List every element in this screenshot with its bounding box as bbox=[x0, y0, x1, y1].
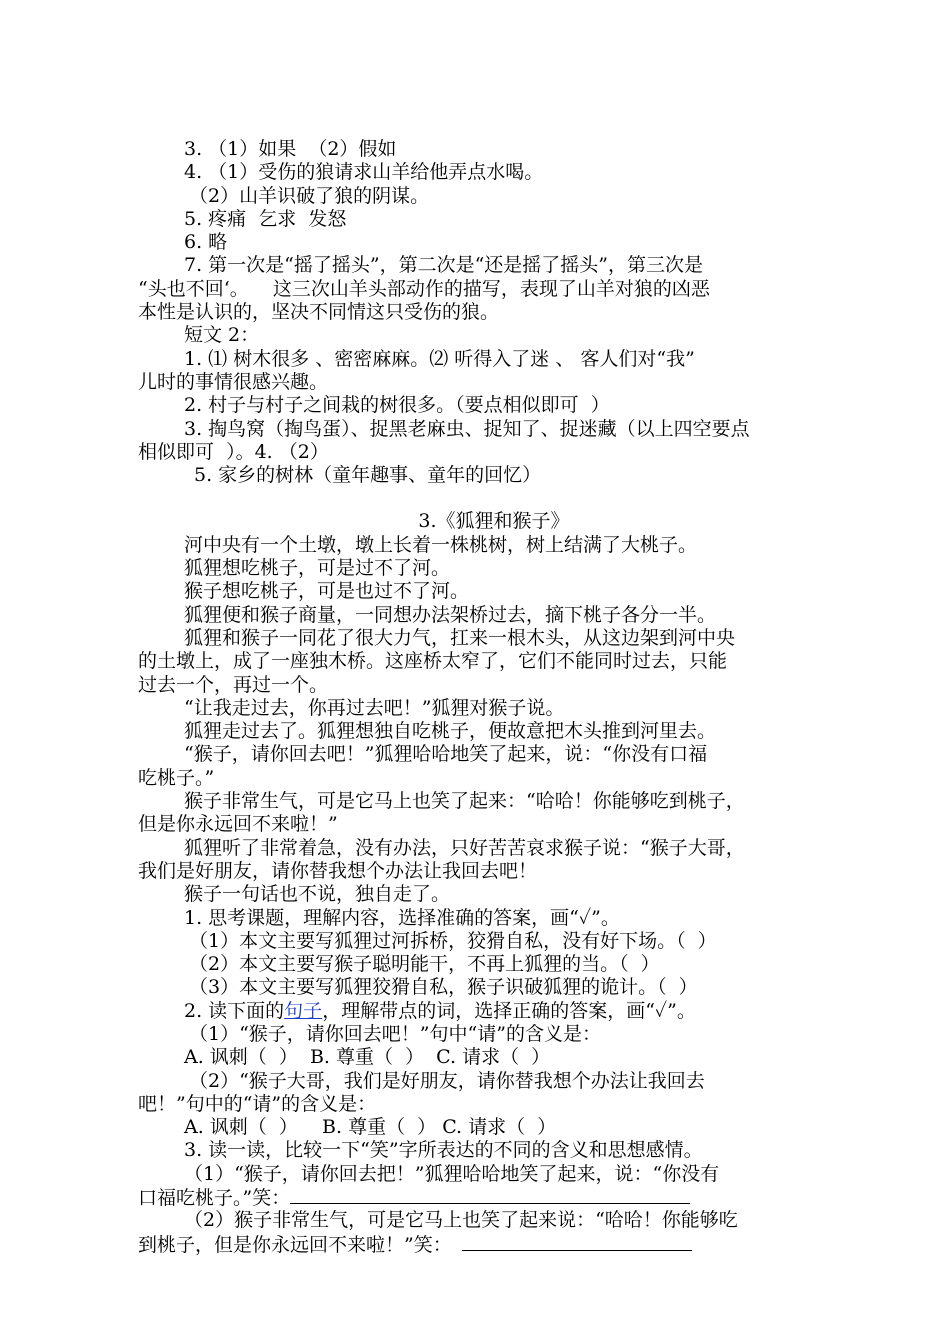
section-heading: 短文 2： bbox=[184, 324, 260, 347]
question-3-text: 到桃子，但是你永远回不来啦！”笑： bbox=[138, 1233, 452, 1256]
question-2-choices: A. 讽刺（ ） B. 尊重（ ） C. 请求（ ） bbox=[184, 1046, 551, 1069]
answer-line: 1. ⑴ 树木很多 、密密麻麻。⑵ 听得入了迷 、 客人们对“我” bbox=[184, 347, 695, 370]
story-line: 我们是好朋友，请你替我想个办法让我回去吧！ bbox=[138, 859, 538, 882]
story-line: 吃桃子。” bbox=[138, 766, 215, 789]
question-2-choices: A. 讽刺（ ） B. 尊重（ ） C. 请求（ ） bbox=[184, 1116, 557, 1139]
question-2-item: 吧！”句中的“请”的含义是： bbox=[138, 1092, 377, 1115]
answer-blank[interactable] bbox=[290, 1186, 690, 1204]
answer-line: 5. 疼痛 乞求 发怒 bbox=[184, 207, 347, 230]
question-3-item: （1）“猴子，请你回去把！”狐狸哈哈地笑了起来，说：“你没有 bbox=[184, 1162, 720, 1185]
question-3-item: （2）猴子非常生气，可是它马上也笑了起来说：“哈哈！你能够吃 bbox=[184, 1209, 738, 1232]
question-2-text: ，理解带点的词，选择正确的答案，画“✓”。 bbox=[322, 999, 696, 1022]
question-1-option: （2）本文主要写猴子聪明能干，不再上狐狸的当。（ ） bbox=[189, 953, 660, 976]
story-line: 狐狸便和猴子商量，一同想办法架桥过去，摘下桃子各分一半。 bbox=[184, 603, 717, 626]
question-2 bbox=[138, 1000, 850, 1023]
question-3-text: 口福吃桃子。”笑： bbox=[138, 1187, 291, 1210]
answer-line: 5. 家乡的树林（童年趣事、童年的回忆） bbox=[194, 464, 542, 487]
story-line: 狐狸和猴子一同花了很大力气，扛来一根木头，从这边架到河中央 bbox=[184, 626, 736, 649]
story-line: 猴子一句话也不说，独自走了。 bbox=[184, 883, 451, 906]
answer-line: （2）山羊识破了狼的阴谋。 bbox=[189, 184, 430, 207]
answer-line: 3. （1）如果 （2）假如 bbox=[184, 138, 397, 160]
story-line: 猴子非常生气，可是它马上也笑了起来：“哈哈！你能够吃到桃子， bbox=[184, 790, 745, 813]
story-title: 3.《狐狸和猴子》 bbox=[418, 510, 570, 533]
answer-line: 3. 掏鸟窝（掏鸟蛋）、捉黑老麻虫、捉知了、捉迷藏（以上四空要点 bbox=[184, 417, 750, 440]
question-2-text: 2. 读下面的 bbox=[184, 999, 285, 1022]
question-2-item: （1）“猴子，请你回去吧！”句中“请”的含义是： bbox=[189, 1022, 601, 1045]
story-line: 的土墩上，成了一座独木桥。这座桥太窄了，它们不能同时过去，只能 bbox=[138, 650, 728, 673]
question-3: 3. 读一读，比较一下“笑”字所表达的不同的含义和思想感情。 bbox=[184, 1139, 703, 1162]
answer-line: 6. 略 bbox=[184, 231, 228, 254]
story-line: 猴子想吃桃子，可是也过不了河。 bbox=[184, 580, 470, 603]
answer-line: 儿时的事情很感兴趣。 bbox=[138, 370, 329, 393]
answer-line: 本性是认识的，坚决不同情这只受伤的狼。 bbox=[138, 301, 500, 324]
story-line: 狐狸听了非常着急，没有办法，只好苦苦哀求猴子说：“猴子大哥， bbox=[184, 836, 745, 859]
question-1: 1. 思考课题，理解内容，选择准确的答案，画“✓”。 bbox=[184, 906, 620, 929]
story-line: 狐狸想吃桃子，可是过不了河。 bbox=[184, 557, 451, 580]
story-line: “让我走过去，你再过去吧！”狐狸对猴子说。 bbox=[184, 696, 565, 719]
story-line: 河中央有一个土墩，墩上长着一株桃树，树上结满了大桃子。 bbox=[184, 533, 698, 556]
story-line: “猴子，请你回去吧！”狐狸哈哈地笑了起来，说：“你没有口福 bbox=[184, 743, 708, 766]
question-2-item: （2）“猴子大哥，我们是好朋友，请你替我想个办法让我回去 bbox=[189, 1069, 705, 1092]
story-line: 狐狸走过去了。狐狸想独自吃桃子，便故意把木头推到河里去。 bbox=[184, 720, 717, 743]
answer-blank[interactable] bbox=[462, 1233, 692, 1251]
answer-line: 7. 第一次是“摇了摇头”，第二次是“还是摇了摇头”，第三次是 bbox=[184, 254, 704, 277]
question-1-option: （1）本文主要写狐狸过河拆桥，狡猾自私，没有好下场。（ ） bbox=[189, 929, 717, 952]
sentence-link[interactable]: 句子 bbox=[284, 999, 323, 1022]
question-3-item bbox=[138, 1233, 850, 1256]
question-3-item bbox=[138, 1186, 850, 1209]
question-1-option: （3）本文主要写狐狸狡猾自私，猴子识破狐狸的诡计。（ ） bbox=[189, 976, 698, 999]
document-page bbox=[138, 138, 850, 1256]
answer-line: 2. 村子与村子之间栽的树很多。（要点相似即可 ） bbox=[184, 394, 610, 417]
answer-line: 相似即可 ）。4. （2） bbox=[138, 440, 329, 463]
story-line: 过去一个，再过一个。 bbox=[138, 673, 329, 696]
story-line: 但是你永远回不来啦！” bbox=[138, 813, 338, 836]
answer-line: 4. （1）受伤的狼请求山羊给他弄点水喝。 bbox=[184, 161, 544, 184]
answer-line: “头也不回‘。 这三次山羊头部动作的描写，表现了山羊对狼的凶恶 bbox=[138, 277, 710, 300]
